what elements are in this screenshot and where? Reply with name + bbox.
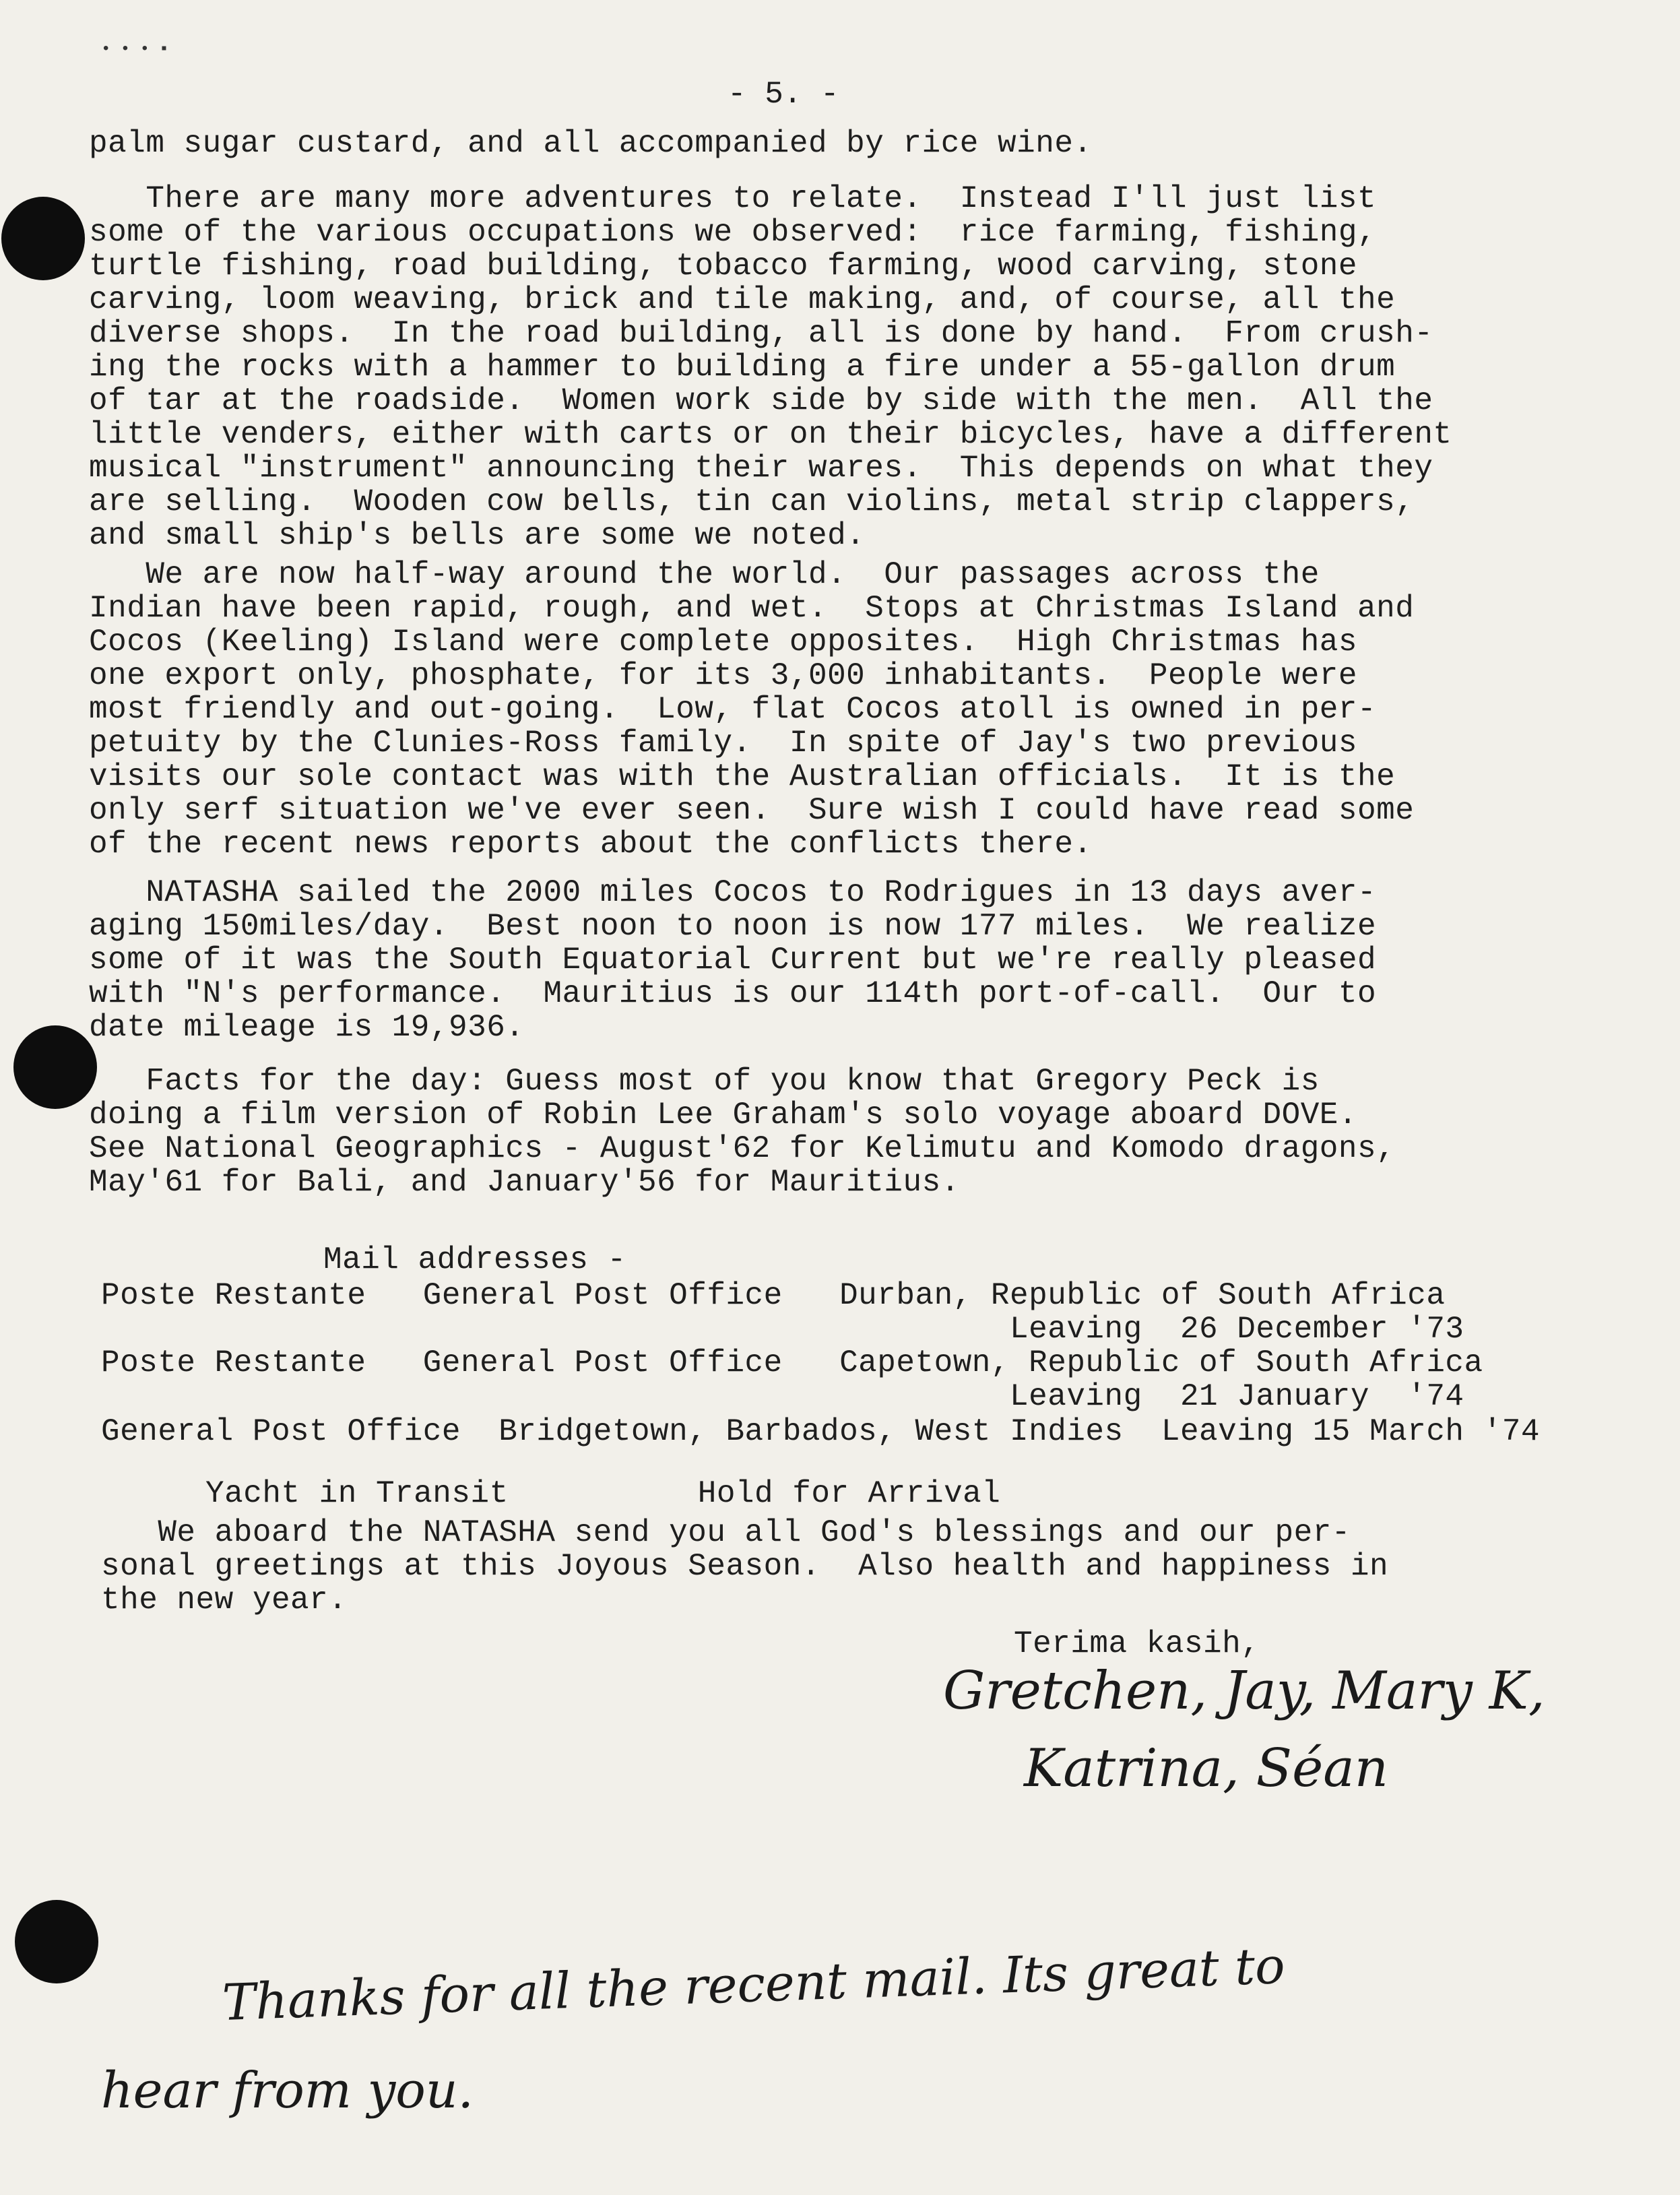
handwritten-note-line-2: hear from you. [101, 2062, 474, 2120]
mail-address-barbados: General Post Office Bridgetown, Barbados, West Indies Leaving 15 March '74 [101, 1414, 1540, 1449]
punch-hole-middle [13, 1025, 97, 1109]
mail-address-durban: Poste Restante General Post Office Durban, Republic of South Africa Leaving 26 December '73 [101, 1278, 1464, 1347]
mail-heading: Mail addresses - [323, 1242, 626, 1277]
closing-paragraph: We aboard the NATASHA send you all God's blessings and our per- sonal greetings at this Joyous Season. Also health and happiness in the new year. [101, 1515, 1389, 1618]
signature-line-1: Gretchen, Jay, Mary K, [943, 1661, 1545, 1721]
mail-transit: Yacht in Transit Hold for Arrival [205, 1476, 1001, 1511]
paragraph-natasha: NATASHA sailed the 2000 miles Cocos to Rodrigues in 13 days aver- aging 150miles/day. Best noon to noon is now 177 miles. We realize some of it was the South Equatorial Current but we're really pleased with "N's performance. Mauritius is our 114th port-of-call. Our to date mileage is 19,936. [89, 875, 1377, 1045]
handwritten-note-line-1: Thanks for all the recent mail. Its great to [221, 1936, 1286, 2032]
paragraph-world: We are now half-way around the world. Our passages across the Indian have been rapid, rough, and wet. Stops at Christmas Island and Cocos (Keeling) Island were complete opposites. High Christmas has one export only, phosphate, for its 3,000 inhabitants. People were most friendly and out-going. Low, flat Cocos atoll is owned in per- petuity by the Clunies-Ross family. In spite of Jay's two previous visits our sole contact was with the Australian officials. It is the only serf situation we've ever seen. Sure wish I could have read some of the recent news reports about the conflicts there. [89, 557, 1415, 862]
signature-line-2: Katrina, Séan [1024, 1738, 1389, 1799]
page-number: - 5. - [728, 77, 839, 112]
paper-specks: • • • ▪ [101, 40, 169, 59]
paragraph-occupations: There are many more adventures to relate. Instead I'll just list some of the various occupations we observed: rice farming, fishing, turtle fishing, road building, tobacco farming, wood carving, stone carving, loom weaving, brick and tile making, and, of course, all the diverse shops. In the road building, all is done by hand. From crush- ing the rocks with a hammer to building a fire under a 55-gallon drum of tar at the roadside. Women work side by side with the men. All the little venders, either with carts or on their bicycles, have a different musical "instrument" announcing their wares. This depends on what they are selling. Wooden cow bells, tin can violins, metal strip clappers, and small ship's bells are some we noted. [89, 181, 1452, 553]
paragraph-facts: Facts for the day: Guess most of you know that Gregory Peck is doing a film version of Robin Lee Graham's solo voyage aboard DOVE. See National Geographics - August'62 for Kelimutu and Komodo dragons, May'61 for Bali, and January'56 for Mauritius. [89, 1064, 1396, 1200]
paragraph-custard: palm sugar custard, and all accompanied by rice wine. [89, 126, 1093, 161]
punch-hole-top [1, 197, 85, 280]
salutation: Terima kasih, [1014, 1626, 1260, 1661]
mail-address-capetown: Poste Restante General Post Office Capetown, Republic of South Africa Leaving 21 January '74 [101, 1345, 1483, 1414]
punch-hole-bottom [15, 1900, 98, 1983]
